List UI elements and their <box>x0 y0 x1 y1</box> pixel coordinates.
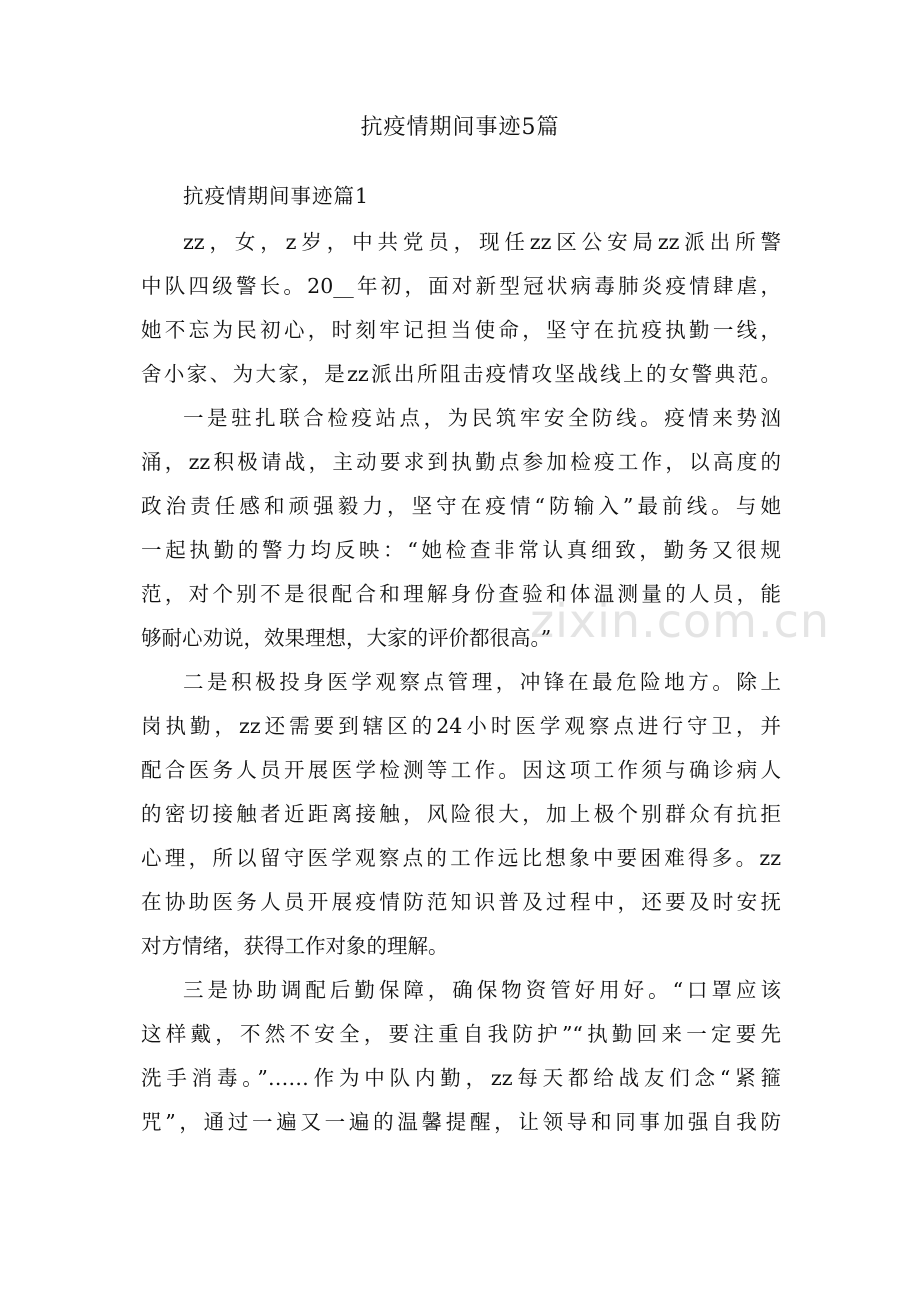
text-line: 对方情绪，获得工作对象的理解。 <box>141 934 449 958</box>
text-line: 配合医务人员开展医学检测等工作。因这项工作须与确诊病人 <box>141 758 781 782</box>
text-line: 二是积极投身医学观察点管理，冲锋在最危险地方。除上 <box>183 670 781 694</box>
text-line: 的密切接触者近距离接触，风险很大，加上极个别群众有抗拒 <box>141 802 781 826</box>
text-line: 咒”，通过一遍又一遍的温馨提醒，让领导和同事加强自我防 <box>141 1110 781 1134</box>
text-line: 范，对个别不是很配合和理解身份查验和体温测量的人员，能 <box>141 582 781 606</box>
text-line: 洗手消毒。”……作为中队内勤，zz每天都给战友们念“紧箍 <box>141 1066 781 1090</box>
text-line: 一是驻扎联合检疫站点，为民筑牢安全防线。疫情来势汹 <box>183 406 781 430</box>
text-line: 在协助医务人员开展疫情防范知识普及过程中，还要及时安抚 <box>141 890 781 914</box>
text-line: 够耐心劝说，效果理想，大家的评价都很高。” <box>141 626 552 650</box>
text-line: 三是协助调配后勤保障，确保物资管好用好。“口罩应该 <box>183 978 781 1002</box>
text-line: 这样戴，不然不安全，要注重自我防护”“执勤回来一定要先 <box>141 1022 781 1046</box>
text-line: 中队四级警长。20__年初，面对新型冠状病毒肺炎疫情肆虐， <box>141 274 781 298</box>
text-line: 心理，所以留守医学观察点的工作远比想象中要困难得多。zz <box>141 846 781 870</box>
text-line: 政治责任感和顽强毅力，坚守在疫情“防输入”最前线。与她 <box>141 494 781 518</box>
text-line: 她不忘为民初心，时刻牢记担当使命，坚守在抗疫执勤一线， <box>141 318 781 342</box>
watermark: zixin.com.cn <box>530 594 831 648</box>
page-title: 抗疫情期间事迹5篇 <box>360 115 560 140</box>
text-line: zz，女，z岁，中共党员，现任zz区公安局zz派出所警 <box>183 230 781 254</box>
text-line: 舍小家、为大家，是zz派出所阻击疫情攻坚战线上的女警典范。 <box>141 362 781 386</box>
section-heading: 抗疫情期间事迹篇1 <box>183 184 370 208</box>
text-line: 涌，zz积极请战，主动要求到执勤点参加检疫工作，以高度的 <box>141 450 781 474</box>
text-line: 岗执勤，zz还需要到辖区的24小时医学观察点进行守卫，并 <box>141 714 781 738</box>
text-line: 一起执勤的警力均反映：“她检查非常认真细致，勤务又很规 <box>141 538 781 562</box>
